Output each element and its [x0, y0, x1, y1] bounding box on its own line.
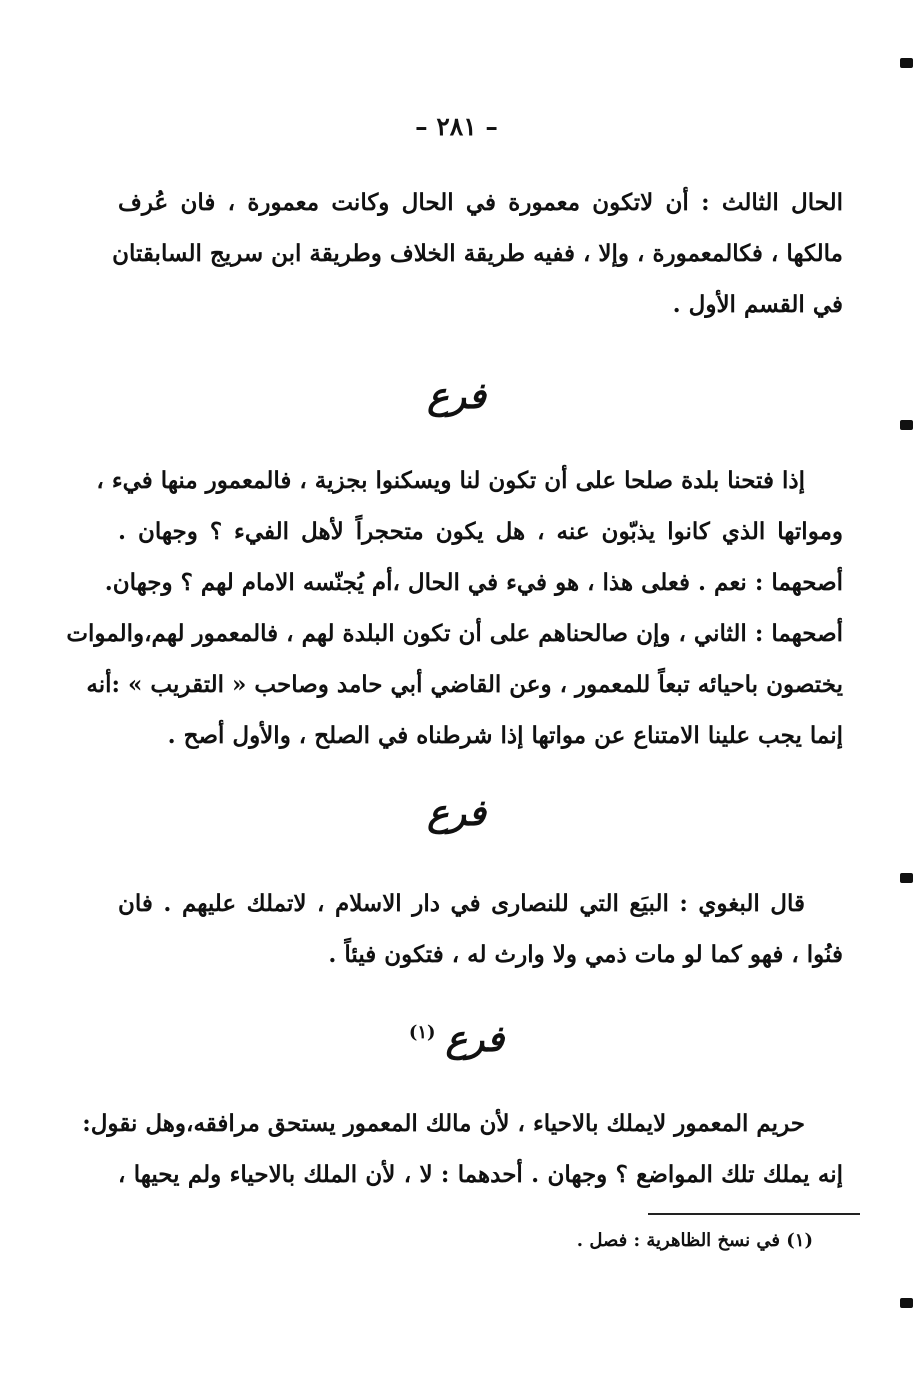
paragraph-line: أصحهما : الثاني ، وإن صالحناهم على أن تكون البلدة لهم ، فالمعمور لهم،والموات [66, 620, 843, 647]
footnote-divider [648, 1213, 860, 1215]
paragraph-line: قال البغوي : البيَع التي للنصارى في دار الاسلام ، لاتملك عليهم . فان [118, 890, 805, 917]
scan-edge-mark [900, 58, 913, 68]
paragraph-line: إنه يملك تلك المواضع ؟ وجهان . أحدهما : لا ، لأن الملك بالاحياء ولم يحيها ، [118, 1161, 843, 1188]
section-heading: فرع [427, 375, 486, 417]
section-paragraph [66, 455, 843, 761]
paragraph-line: إنما يجب علينا الامتناع عن مواتها إذا شرطناه في الصلح ، والأول أصح . [167, 722, 843, 749]
scan-edge-mark [900, 420, 913, 430]
scan-edge-mark [900, 1298, 913, 1308]
paragraph-line: ومواتها الذي كانوا يذبّون عنه ، هل يكون متحجراً لأهل الفيء ؟ وجهان . [118, 518, 843, 545]
page-number: – ٢٨١ – [415, 112, 498, 141]
paragraph-line: إذا فتحنا بلدة صلحا على أن تكون لنا ويسكنوا بجزية ، فالمعمور منها فيء ، [96, 467, 805, 494]
intro-paragraph [112, 177, 843, 330]
paragraph-line: يختصون باحيائه تبعاً للمعمور ، وعن القاضي أبي حامد وصاحب « التقريب » :أنه [86, 671, 843, 698]
section-heading: فرع [427, 792, 486, 834]
paragraph-line: أصحهما : نعم . فعلى هذا ، هو فيء في الحال ،أم يُجنّسه الامام لهم ؟ وجهان. [104, 569, 843, 596]
section-heading: فرع$^{(١)}$ [408, 1018, 505, 1060]
section-paragraph [82, 1098, 843, 1200]
paragraph-lead: الحال الثالث : [701, 189, 843, 216]
scan-edge-mark [900, 873, 913, 883]
paragraph-line: فنُوا ، فهو كما لو مات ذمي ولا وارث له ، فتكون فيئاً . [328, 941, 843, 968]
footnote-marker: (١) [408, 1022, 436, 1043]
section-paragraph [118, 878, 843, 980]
paragraph-line: الحال الثالث : أن لاتكون معمورة في الحال وكانت معمورة ، فان عُرف [118, 189, 843, 216]
footnote: (١) في نسخ الظاهرية : فصل . [576, 1230, 813, 1251]
paragraph-line: مالكها ، فكالمعمورة ، وإلا ، ففيه طريقة الخلاف وطريقة ابن سريج السابقتان [112, 240, 843, 267]
paragraph-line: في القسم الأول . [672, 291, 843, 318]
paragraph-line: حريم المعمور لايملك بالاحياء ، لأن مالك المعمور يستحق مرافقه،وهل نقول: [82, 1110, 805, 1137]
